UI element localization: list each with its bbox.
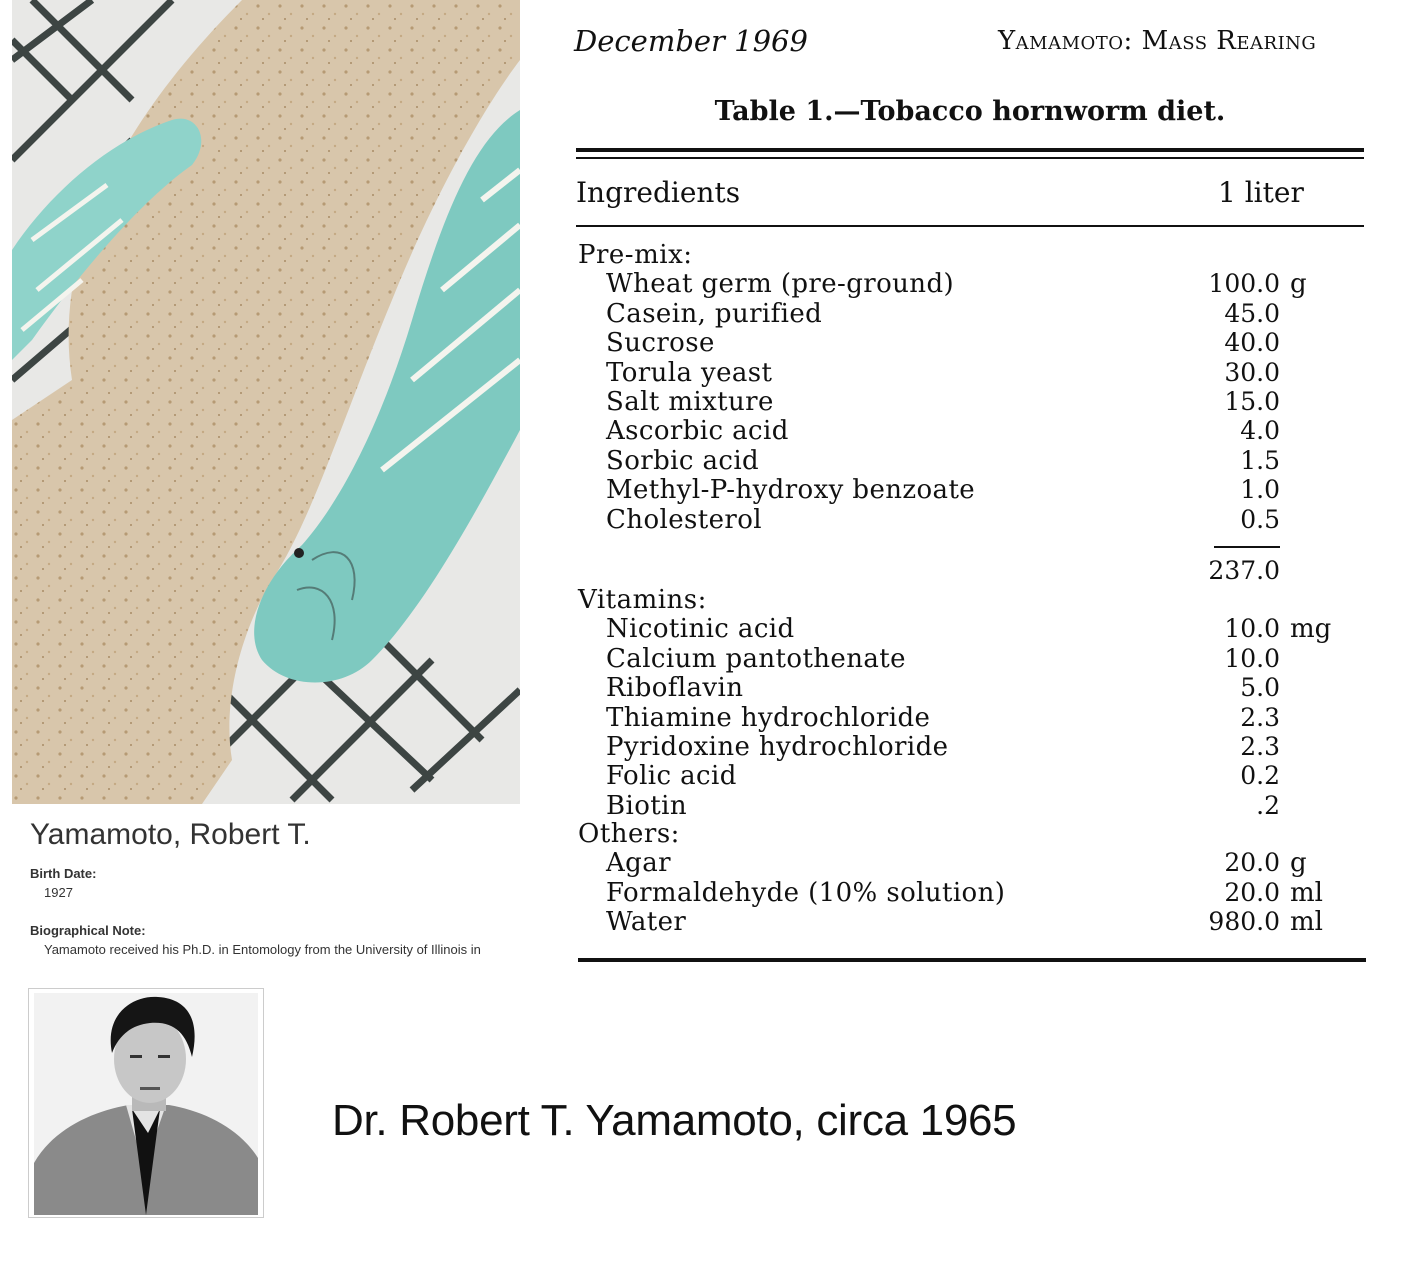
ingredient-name: Water: [606, 907, 687, 938]
section-label-vitamins: Vitamins:: [578, 585, 707, 615]
ingredient-name: Cholesterol: [606, 504, 762, 535]
ingredient-name: Calcium pantothenate: [606, 643, 906, 674]
running-head-date: December 1969: [574, 24, 808, 58]
ingredient-name: Salt mixture: [606, 387, 774, 417]
bio-name: Yamamoto, Robert T.: [30, 818, 311, 851]
subtotal-rule: [1214, 546, 1280, 548]
ingredient-quantity: 20.0: [1224, 877, 1280, 907]
ingredient-quantity: 1.5: [1240, 445, 1280, 475]
ingredient-quantity: .2: [1256, 790, 1280, 820]
ingredient-name: Formaldehyde (10% solution): [606, 877, 1006, 908]
ingredient-quantity: 2.3: [1240, 702, 1280, 732]
ingredient-quantity: 15.0: [1224, 387, 1280, 416]
table-top-rule: [576, 148, 1364, 152]
birth-date-label: Birth Date:: [30, 866, 97, 881]
column-header-ingredients: Ingredients: [576, 176, 741, 209]
ingredient-name: Sucrose: [606, 328, 715, 359]
table-title: Table 1.—Tobacco hornworm diet.: [714, 96, 1226, 127]
ingredient-quantity: 10.0: [1224, 643, 1280, 673]
hornworm-photo: [12, 0, 520, 804]
ingredient-name: Nicotinic acid: [606, 614, 795, 645]
ingredient-quantity: 5.0: [1240, 673, 1280, 703]
portrait-caption: Dr. Robert T. Yamamoto, circa 1965: [332, 1096, 1017, 1145]
ingredient-name: Folic acid: [606, 761, 737, 792]
section-label-premix: Pre-mix:: [578, 240, 693, 270]
column-header-quantity: 1 liter: [1218, 176, 1304, 209]
hornworm-illustration: [12, 0, 520, 804]
ingredient-quantity: 100.0: [1208, 269, 1280, 299]
ingredient-unit: ml: [1290, 877, 1323, 908]
ingredient-quantity: 1.0: [1240, 475, 1280, 505]
header-bottom-rule: [576, 225, 1364, 227]
birth-date-value: 1927: [44, 885, 73, 900]
ingredient-name: Riboflavin: [606, 673, 744, 704]
ingredient-name: Torula yeast: [606, 357, 773, 388]
portrait-illustration: [34, 993, 258, 1215]
ingredient-quantity: 10.0: [1224, 614, 1280, 644]
table-bottom-rule: [578, 958, 1366, 962]
portrait-photo: [28, 988, 264, 1218]
ingredient-quantity: 45.0: [1224, 298, 1280, 328]
ingredient-unit: mg: [1290, 614, 1332, 645]
ingredient-name: Ascorbic acid: [606, 416, 789, 447]
ingredient-quantity: 0.5: [1240, 504, 1280, 534]
running-head-author: Yamamoto: Mass Rearing: [998, 26, 1317, 56]
ingredient-unit: g: [1290, 848, 1307, 879]
ingredient-unit: g: [1290, 269, 1307, 300]
ingredient-quantity: 4.0: [1240, 416, 1280, 446]
ingredient-unit: ml: [1290, 907, 1323, 938]
biographical-note-text: Yamamoto received his Ph.D. in Entomology from the University of Illinois in: [44, 942, 481, 957]
ingredient-quantity: 30.0: [1224, 357, 1280, 387]
table-top-rule-thin: [576, 157, 1364, 159]
ingredient-quantity: 20.0: [1224, 848, 1280, 878]
ingredient-quantity: 0.2: [1240, 761, 1280, 791]
ingredient-name: Methyl-P-hydroxy benzoate: [606, 475, 976, 506]
ingredient-quantity: 980.0: [1208, 907, 1280, 937]
biographical-note-label: Biographical Note:: [30, 923, 146, 938]
ingredient-name: Agar: [606, 848, 671, 879]
premix-total: 237.0: [1208, 556, 1280, 585]
ingredient-name: Thiamine hydrochloride: [606, 702, 931, 733]
ingredient-quantity: 2.3: [1240, 732, 1280, 761]
ingredient-name: Pyridoxine hydrochloride: [606, 732, 949, 762]
section-label-others: Others:: [578, 819, 680, 849]
ingredient-name: Biotin: [606, 790, 687, 821]
ingredient-name: Casein, purified: [606, 298, 823, 329]
ingredient-name: Sorbic acid: [606, 445, 760, 476]
ingredient-quantity: 40.0: [1224, 328, 1280, 358]
ingredient-name: Wheat germ (pre-ground): [606, 269, 955, 300]
